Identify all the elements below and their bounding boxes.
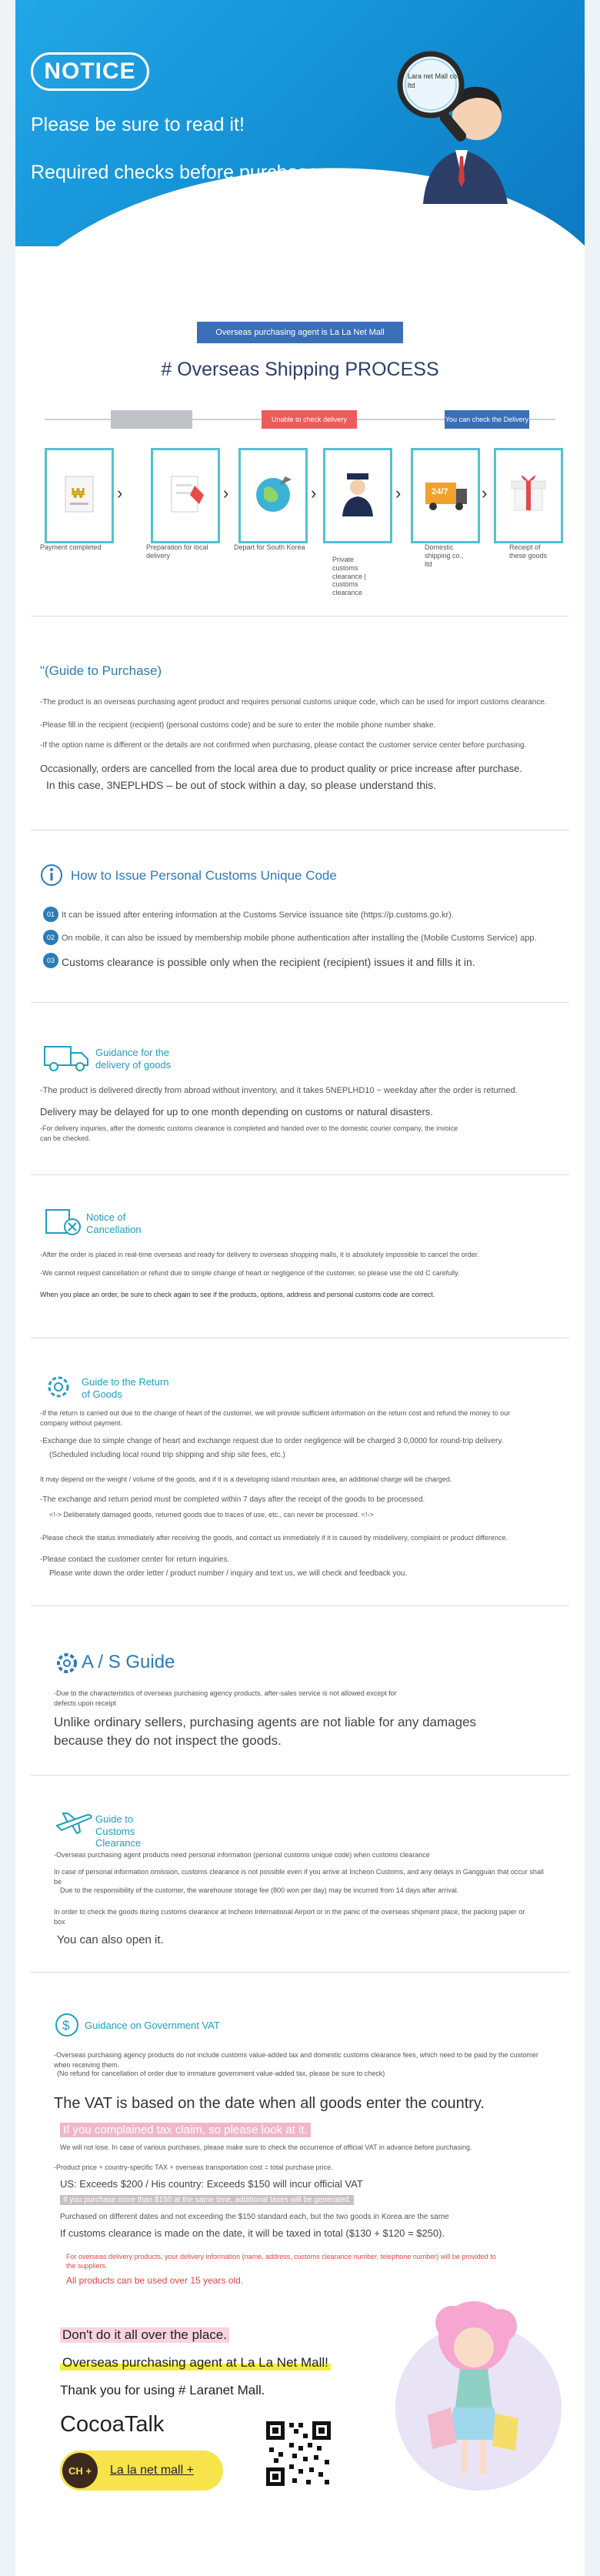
- cancellation-line-3: When you place an order, be sure to check again to see if the products, options, address and personal customs code are correct.: [40, 1291, 435, 1298]
- settings-gear-icon: [54, 1650, 80, 1676]
- customs-clearance-line-3: Due to the responsibility of the customer, the warehouse storage fee (800 won per day) may be incurred from 14 days after arrival.: [60, 1886, 459, 1894]
- svg-text:$: $: [62, 2018, 70, 2033]
- divider-8: [31, 1972, 569, 1973]
- vat-line-3: We will not lose. In case of various purchases, please make sure to check the occurrence of official VAT in advance before purchasing.: [60, 2143, 472, 2151]
- vat-line-2: (No refund for cancellation of order due to immature government value-added tax, please be sure to check): [57, 2070, 385, 2077]
- kakao-channel-pill[interactable]: [60, 2451, 223, 2491]
- vat-line-7: If customs clearance is made on the date, it will be taxed in total ($130 + $120 = $250).: [60, 2227, 445, 2239]
- delivery-truck-outline-icon: [43, 1042, 91, 1073]
- step-customs: [323, 448, 392, 543]
- customs-clearance-line-2: In case of personal information omission, customs clearance is not possible even if you arrive at Incheon Customs, and any delays in Gangguan that occur shall be: [54, 1868, 544, 1886]
- delivery-line-2: Delivery may be delayed for up to one month depending on customs or natural disasters.: [40, 1106, 433, 1118]
- truck-badge: 24/7: [432, 487, 448, 496]
- process-tag-2: Unable to check delivery: [262, 410, 357, 429]
- as-guide-line-2: Unlike ordinary sellers, purchasing agents are not liable for any damages because they do not inspect the goods.: [54, 1715, 477, 1748]
- delivery-line-1: -The product is delivered directly from abroad without inventory, and it takes 5NEPLHD10 ~ weekday after the order is returned.: [40, 1086, 518, 1095]
- cancellation-line-2: -We cannot request cancellation or refund due to simple change of heart or negligence of the customer, so please use the old C carefully.: [40, 1269, 460, 1277]
- airplane-icon: [54, 1809, 94, 1836]
- step-preparation: [151, 448, 220, 543]
- guide-purchase-note-2: In this case, 3NEPLHDS – be out of stock within a day, so please understand this.: [46, 779, 437, 791]
- as-guide-title: A / S Guide: [82, 1652, 175, 1672]
- checklist-icon: [153, 450, 218, 541]
- step-payment: [45, 448, 114, 543]
- guide-purchase-title: "(Guide to Purchase): [40, 663, 162, 678]
- guide-purchase-note-1: Occasionally, orders are cancelled from the local area due to product quality or price increase after purchase.: [40, 763, 522, 774]
- shopping-girl-illustration: [377, 2292, 569, 2495]
- divider-6: [31, 1605, 569, 1606]
- divider-7: [31, 1775, 569, 1776]
- step-arrow-2: ›: [223, 483, 229, 503]
- step-label-2: Preparation for local delivery: [146, 543, 208, 560]
- delivery-line-3: -For delivery inquiries, after the domestic customs clearance is completed and handed over to the domestic courier company, the invoice can be checked.: [40, 1124, 458, 1142]
- returns-line-4: It may depend on the weight / volume of the goods, and if it is a developing island mountain area, an additional charge will be charged.: [40, 1475, 452, 1483]
- step-label-4: Private customs clearance | customs clearance: [332, 556, 366, 597]
- step-arrow-5: ›: [482, 483, 488, 503]
- closing-line-2: Overseas purchasing agent at La La Net Mall!: [60, 2355, 331, 2371]
- notice-page: [15, 0, 585, 2576]
- payment-icon: [47, 450, 112, 541]
- customs-officer-icon: [325, 450, 390, 541]
- customs-clearance-big: You can also open it.: [57, 1933, 164, 1946]
- vat-pink: If you complained tax claim, so please look at it.: [60, 2123, 311, 2137]
- step-label-5: Domestic shipping co., ltd: [425, 543, 464, 568]
- process-tag-3: You can check the Delivery: [445, 410, 529, 429]
- customs-code-num-1: 01: [43, 907, 58, 922]
- divider-3: [31, 1002, 569, 1003]
- info-icon: [40, 864, 63, 887]
- vat-red-2: All products can be used over 15 years old.: [66, 2275, 244, 2286]
- cancellation-line-1: -After the order is placed in real-time overseas and ready for delivery to overseas shopping malls, it is absolutely impossible to cancel the order.: [40, 1251, 479, 1258]
- vat-red-1: For overseas delivery products, your delivery information (name, address, customs clearance number, telephone number) will be provided to the suppliers.: [66, 2253, 496, 2270]
- guide-purchase-line-3: -If the option name is different or the details are not confirmed when purchasing, please contact the customer service center before purchasing.: [40, 741, 527, 750]
- divider-4: [31, 1174, 569, 1175]
- customs-code-text-1: It can be issued after entering information at the Customs Service issuance site (https://p.customs.go.kr).: [62, 910, 454, 920]
- vat-line-6: Purchased on different dates and not exceeding the $150 standard each, but the two goods in Korea are the same: [60, 2213, 449, 2221]
- customs-code-text-3: Customs clearance is possible only when the recipient (recipient) issues it and fills it in.: [62, 956, 475, 968]
- customs-code-title: How to Issue Personal Customs Unique Code: [71, 868, 337, 883]
- returns-title: Guide to the Return of Goods: [82, 1376, 169, 1400]
- vat-line-5: US: Exceeds $200 / His country: Exceeds $150 will incur official VAT: [60, 2178, 363, 2190]
- vat-pink-2: If you purchase more than $150 at the same time, additional taxes will be generated.: [60, 2195, 354, 2205]
- notice-badge: NOTICE: [31, 52, 149, 91]
- customs-clearance-title: Guide to Customs Clearance: [95, 1813, 142, 1849]
- vat-big: The VAT is based on the date when all goods enter the country.: [54, 2095, 485, 2112]
- step-domestic-shipping: [411, 448, 480, 543]
- gift-box-icon: [496, 450, 561, 541]
- step-arrow-4: ›: [395, 483, 402, 503]
- vat-line-4: -Product price + country-specific TAX + overseas transportation cost = total purchase price.: [54, 2163, 333, 2171]
- returns-line-1: -If the return is carried out due to the change of heart of the customer, we will provide sufficient information on the return cost and refund the money to our company without payment.: [40, 1409, 511, 1427]
- returns-line-7: -Please check the status immediately after receiving the goods, and contact us immediately if it is caused by misdelivery, complaint or product difference.: [40, 1534, 508, 1542]
- hero-line-1: Please be sure to read it!: [31, 114, 245, 135]
- guide-purchase-line-1: -The product is an overseas purchasing agent product and requires personal customs unique code, which can be used for import customs clearance.: [40, 698, 547, 707]
- vat-title: Guidance on Government VAT: [85, 2020, 220, 2031]
- step-receipt: [494, 448, 563, 543]
- return-gear-icon: [43, 1372, 74, 1402]
- channel-name: La la net mall +: [110, 2464, 194, 2477]
- guide-purchase-line-2: -Please fill in the recipient (recipient) (personal customs code) and be sure to enter the mobile phone number shake.: [40, 721, 436, 730]
- customs-clearance-line-4: In order to check the goods during customs clearance at Incheon International Airport or in the panic of the overseas shipment place, the packing paper or box: [54, 1908, 525, 1926]
- returns-line-6: <!-> Deliberately damaged goods, returned goods due to traces of use, etc., can never be processed. <!->: [49, 1511, 374, 1519]
- businessman-magnifier-illustration: [385, 42, 538, 204]
- cancellation-title: Notice of Cancellation: [86, 1211, 142, 1235]
- step-arrow-3: ›: [311, 483, 317, 503]
- delivery-title: Guidance for the delivery of goods: [95, 1047, 172, 1071]
- globe-plane-icon: [241, 450, 305, 541]
- step-label-3: Depart for South Korea: [234, 543, 305, 551]
- returns-line-9: Please write down the order letter / product number / inquiry and text us, we will check and feedback you.: [49, 1569, 408, 1578]
- magnifier-text: Lara net Mall co., ltd: [408, 72, 462, 89]
- qr-code[interactable]: [263, 2418, 334, 2489]
- customs-code-text-2: On mobile, it can also be issued by membership mobile phone authentication after installing the (Mobile Customs Service) app.: [62, 934, 537, 943]
- process-title: # Overseas Shipping PROCESS: [161, 359, 439, 380]
- returns-line-3: (Scheduled including local round trip shipping and ship site fees, etc.): [49, 1451, 285, 1459]
- step-label-6: Receipt of these goods: [509, 543, 548, 560]
- vat-line-1: -Overseas purchasing agency products do not include customs value-added tax and domestic customs clearance fees, which need to be paid by the customer when receiving them.: [54, 2051, 538, 2069]
- hero-banner: [15, 0, 585, 246]
- svg-text:₩: ₩: [72, 486, 85, 501]
- returns-line-8: -Please contact the customer center for return inquiries.: [40, 1555, 230, 1564]
- dollar-icon: [54, 2012, 80, 2038]
- customs-code-num-3: 03: [43, 953, 58, 968]
- returns-line-2: -Exchange due to simple change of heart and exchange request due to order negligence will be charged 3 0,0000 for round-trip delivery.: [40, 1437, 504, 1445]
- process-tag-1: [111, 410, 192, 429]
- step-label-1: Payment completed: [40, 543, 102, 551]
- cancellation-icon: [43, 1207, 83, 1238]
- customs-clearance-line-1: -Overseas purchasing agent products need personal information (personal customs unique code) when customs clearance: [54, 1851, 430, 1859]
- closing-line-1: Don't do it all over the place.: [60, 2327, 229, 2343]
- closing-line-3: Thank you for using # Laranet Mall.: [60, 2383, 265, 2397]
- hero-line-2: Required checks before purchase: [31, 162, 318, 183]
- customs-code-num-2: 02: [43, 930, 58, 945]
- cocoatalk-label: CocoaTalk: [60, 2412, 165, 2437]
- returns-line-5: -The exchange and return period must be completed within 7 days after the receipt of the goods to be processed.: [40, 1495, 425, 1504]
- step-arrow-1: ›: [117, 483, 123, 503]
- step-depart: [238, 448, 308, 543]
- agent-tag: Overseas purchasing agent is La La Net Mall: [197, 322, 403, 343]
- as-guide-line-1: -Due to the characteristics of overseas purchasing agency products, after-sales service is not allowed except for defects upon receipt: [54, 1689, 397, 1707]
- channel-badge: CH +: [62, 2453, 98, 2488]
